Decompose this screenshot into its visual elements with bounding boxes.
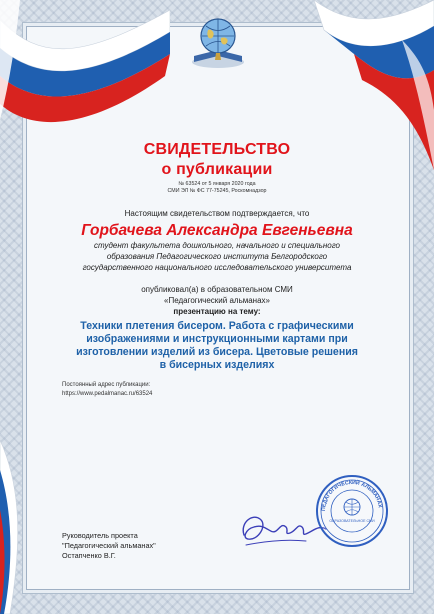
topic-line: изображениями и инструкционными картами при (86, 333, 348, 345)
round-seal (315, 474, 389, 548)
signer-name: Остапченко В.Г. (62, 551, 116, 560)
person-name: Горбачева Александра Евгеньевна (81, 222, 353, 239)
flag-ribbon-top-left (0, 0, 170, 150)
topic-line: в бисерных изделиях (159, 359, 275, 371)
certificate-subtitle: о публикации (161, 161, 273, 178)
person-description-line: образования Педагогического института Белгородского (106, 252, 328, 261)
registration-number: № 63524 от 5 января 2020 года (178, 181, 256, 187)
seal-outer-text: ПЕДАГОГИЧЕСКИЙ АЛЬМАНАХ (320, 479, 383, 512)
topic-line: Техники плетения бисером. Работа с графическими (80, 320, 354, 332)
published-line: опубликовал(а) в образовательном СМИ (141, 285, 293, 294)
globe-book-emblem (188, 10, 248, 74)
signer-position: Руководитель проекта (62, 531, 138, 540)
person-description-line: студент факультета дошкольного, начального и специального (93, 241, 341, 250)
flag-ribbon-bottom-left (0, 440, 70, 614)
person-description-line: государственного национального исследовательского университета (82, 263, 352, 272)
permalink-label: Постоянный адрес публикации: (62, 382, 151, 388)
confirm-text: Настоящим свидетельством подтверждается, что (124, 209, 310, 218)
signer-organization: "Педагогический альманах" (62, 541, 156, 550)
topic-line: изготовлении изделий из бисера. Цветовые решения (76, 346, 358, 358)
media-license: СМИ ЭЛ № ФС 77-75245, Роскомнадзор (167, 188, 267, 194)
media-name: «Педагогический альманах» (164, 296, 270, 305)
permalink-url[interactable]: https://www.pedalmanac.ru/63524 (62, 391, 153, 397)
seal-center-text: ОБРАЗОВАТЕЛЬНОЕ СМИ (329, 519, 375, 523)
presentation-label: презентацию на тему: (173, 307, 261, 316)
certificate-title: СВИДЕТЕЛЬСТВО (143, 141, 291, 158)
